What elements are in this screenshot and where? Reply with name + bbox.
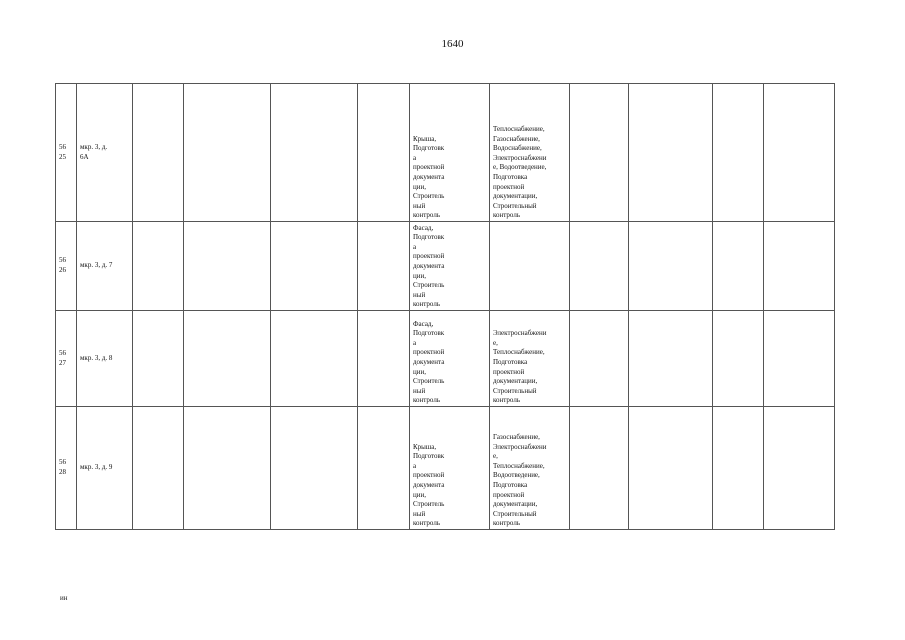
cell-text-line: Подготовка (493, 358, 528, 367)
cell-text-line: проектной (493, 182, 525, 191)
cell-text-line: 25 (59, 152, 66, 161)
cell-text-line: е, Водоотведение, (493, 163, 547, 172)
row-id-cell (56, 311, 77, 407)
cell-text-line: Строитель (413, 377, 445, 386)
cell-text-line: Строитель (413, 281, 445, 290)
cell-text-line: Теплоснабжение, (493, 348, 545, 357)
empty-cell (629, 222, 713, 311)
cell-text-line: ции, (413, 367, 426, 376)
empty-cell (764, 84, 835, 222)
cell-text-line: 28 (59, 468, 66, 476)
cell-text-line: Подготовка (493, 481, 528, 490)
cell-text-line: документа (413, 262, 445, 271)
work-types-cell (410, 407, 490, 530)
empty-cell (133, 84, 184, 222)
empty-cell (570, 407, 629, 530)
cell-text-line: а (413, 338, 417, 347)
empty-cell (629, 84, 713, 222)
empty-cell (764, 222, 835, 311)
empty-cell (570, 222, 629, 311)
cell-text-line: проектной (413, 252, 445, 261)
empty-cell (271, 84, 358, 222)
empty-cell (764, 311, 835, 407)
row-id-cell (56, 407, 77, 530)
cell-text-line: ный (413, 290, 426, 299)
cell-text-line: мкр. 3, д. 9 (80, 463, 113, 472)
empty-cell (358, 311, 410, 407)
cell-text-line: Подготовка (493, 173, 528, 182)
cell-text-line: ции, (413, 490, 426, 499)
cell-text-line: Водоснабжение, (493, 144, 542, 153)
address-cell (77, 311, 133, 407)
cell-text-line: ции, (413, 271, 426, 280)
address-cell (77, 222, 133, 311)
cell-text-line: документации, (493, 192, 538, 201)
cell-text-line: мкр. 3, д. 7 (80, 261, 113, 270)
cell-text-line: а (413, 242, 417, 251)
address-cell (77, 84, 133, 222)
cell-text-line: контроль (413, 211, 441, 220)
cell-text-line: 6А (80, 152, 89, 161)
row-id-cell (56, 222, 77, 311)
cell-text-line: 56 (59, 256, 66, 265)
cell-text-line: 56 (59, 142, 66, 151)
utilities-cell (490, 84, 570, 222)
cell-text-line: Газоснабжение, (493, 134, 540, 143)
utilities-cell (490, 222, 570, 311)
empty-cell (271, 311, 358, 407)
empty-cell (133, 222, 184, 311)
work-types-cell (410, 311, 490, 407)
empty-cell (713, 311, 764, 407)
table-row (56, 311, 835, 407)
cell-text-line: Фасад, (413, 223, 434, 232)
empty-cell (184, 84, 271, 222)
cell-text-line: е, (493, 338, 498, 347)
cell-text-line: документа (413, 358, 445, 367)
empty-cell (271, 407, 358, 530)
cell-text-line: Крыша, (413, 134, 437, 143)
cell-text-line: документа (413, 481, 445, 490)
cell-text-line: контроль (493, 396, 521, 405)
cell-text-line: мкр. 3, д. (80, 142, 108, 151)
empty-cell (713, 222, 764, 311)
cell-text-line: проектной (413, 163, 445, 172)
cell-text-line: ный (413, 386, 426, 395)
repair-schedule-table (55, 83, 835, 530)
cell-text-line: документации, (493, 500, 538, 509)
cell-text-line: Подготовк (413, 329, 445, 338)
empty-cell (570, 311, 629, 407)
cell-text-line: Крыша, (413, 442, 437, 451)
empty-cell (133, 407, 184, 530)
cell-text-line: 56 (59, 348, 66, 357)
empty-cell (764, 407, 835, 530)
cell-text-line: 26 (59, 266, 66, 274)
work-types-cell (410, 84, 490, 222)
cell-text-line: Газоснабжение, (493, 433, 540, 442)
table-row (56, 84, 835, 222)
cell-text-line: Теплоснабжение, (493, 461, 545, 470)
cell-text-line: Подготовк (413, 452, 445, 461)
cell-text-line: проектной (413, 348, 445, 357)
empty-cell (184, 222, 271, 311)
empty-cell (629, 407, 713, 530)
work-types-cell (410, 222, 490, 311)
cell-text-line: ный (413, 201, 426, 210)
cell-text-line: документа (413, 173, 445, 182)
cell-text-line: 56 (59, 458, 66, 467)
cell-text-line: Строительный (493, 201, 537, 210)
cell-text-line: проектной (493, 367, 525, 376)
cell-text-line: 27 (59, 358, 66, 367)
empty-cell (271, 222, 358, 311)
cell-text-line: проектной (413, 471, 445, 480)
cell-text-line: Строительный (493, 386, 537, 395)
cell-text-line: Строитель (413, 500, 445, 509)
utilities-cell (490, 407, 570, 530)
cell-text-line: а (413, 461, 417, 470)
empty-cell (358, 222, 410, 311)
empty-cell (713, 407, 764, 530)
cell-text-line: Электроснабжени (493, 329, 547, 338)
empty-cell (713, 84, 764, 222)
cell-text-line: Подготовк (413, 233, 445, 242)
cell-text-line: проектной (493, 490, 525, 499)
cell-text-line: контроль (413, 396, 441, 405)
cell-text-line: ции, (413, 182, 426, 191)
empty-cell (570, 84, 629, 222)
cell-text-line: Электроснабжени (493, 442, 547, 451)
empty-cell (184, 407, 271, 530)
cell-text-line: контроль (413, 300, 441, 309)
table-row (56, 222, 835, 311)
empty-cell (629, 311, 713, 407)
cell-text-line: Фасад, (413, 319, 434, 328)
empty-cell (133, 311, 184, 407)
cell-text-line: Теплоснабжение, (493, 125, 545, 134)
cell-text-line: Водоотведение, (493, 471, 540, 480)
cell-text-line: Электроснабжени (493, 153, 547, 162)
page-number: 1640 (441, 38, 464, 50)
cell-text-line: е, (493, 452, 498, 461)
empty-cell (184, 311, 271, 407)
empty-cell (358, 84, 410, 222)
cell-text-line: контроль (413, 519, 441, 528)
empty-cell (358, 407, 410, 530)
cell-text-line: ный (413, 509, 426, 518)
utilities-cell (490, 311, 570, 407)
row-id-cell (56, 84, 77, 222)
cell-text-line: мкр. 3, д. 8 (80, 353, 113, 362)
cell-text-line: контроль (493, 211, 521, 220)
cell-text-line: Подготовк (413, 144, 445, 153)
cell-text-line: документации, (493, 377, 538, 386)
cell-text-line: а (413, 153, 417, 162)
address-cell (77, 407, 133, 530)
cell-text-line: Строитель (413, 192, 445, 201)
cell-text-line: контроль (493, 519, 521, 528)
footer-mark: ин (60, 594, 68, 602)
table-row (56, 407, 835, 530)
cell-text-line: Строительный (493, 509, 537, 518)
